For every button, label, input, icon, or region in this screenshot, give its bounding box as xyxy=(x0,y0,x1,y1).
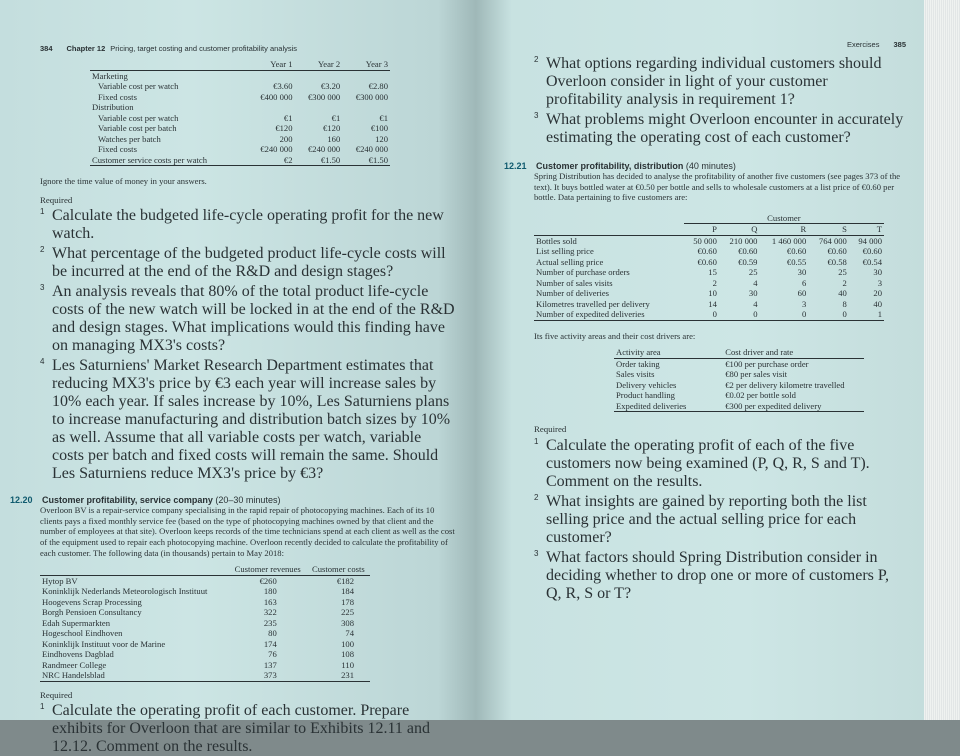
question-text: Les Saturniens' Market Research Department estimates that reducing MX3's price by €3 each year will increase sales by 10% each year. If sales increase by 10%, Les Saturniens plans to increase manufacturing and distribution batch sizes by 10% as well. Assume that all variable costs per watch, variable costs per batch and fixed costs will remain the same. Should Les Saturniens reduce MX3's price by €3? xyxy=(52,357,451,483)
page-edges xyxy=(924,0,960,720)
col-year-1: Year 1 xyxy=(247,59,295,70)
question-text: Calculate the operating profit of each of the five customers now being examined (P, Q, R, S and T). Comment on the results. xyxy=(546,436,870,490)
customer-cost: 110 xyxy=(341,659,354,670)
customer-name: Borgh Pensioen Consultancy xyxy=(42,607,142,618)
question-text: What problems might Overloon encounter in accurately estimating the operating cost of each customer? xyxy=(546,111,904,146)
distribution-cell: 20 xyxy=(873,288,882,299)
required-heading-1: Required xyxy=(40,194,73,205)
distribution-cell: 8 xyxy=(842,298,847,309)
distribution-cell: €0.60 xyxy=(738,246,758,257)
customer-row xyxy=(40,649,370,660)
cost-table-row xyxy=(90,102,390,113)
customer-cost: 225 xyxy=(341,607,354,618)
col-customer-costs: Customer costs xyxy=(307,564,370,575)
cost-cell xyxy=(247,70,295,81)
activity-row xyxy=(614,401,864,412)
distribution-label: Bottles sold xyxy=(536,235,577,246)
distribution-cell: €0.58 xyxy=(827,256,847,267)
cost-cell xyxy=(295,70,343,81)
cost-cell: €3.20 xyxy=(320,81,341,91)
distribution-cell: €0.54 xyxy=(862,256,882,267)
question-text: What percentage of the budgeted product life-cycle costs will be incurred at the end of the R&D and design stages? xyxy=(52,245,446,281)
cost-cell xyxy=(247,102,295,113)
distribution-cell: 210 000 xyxy=(729,235,758,246)
cost-cell: €1.50 xyxy=(295,155,343,166)
customer-cost: 178 xyxy=(341,596,354,607)
distribution-row xyxy=(534,267,884,278)
customer-cost: 108 xyxy=(341,649,354,660)
cost-cell xyxy=(295,102,343,113)
cost-table-row xyxy=(90,81,390,92)
right-top-questions xyxy=(534,55,906,147)
customer-row xyxy=(40,597,370,608)
question-item xyxy=(534,493,906,547)
required-heading-3: Required xyxy=(534,424,567,435)
distribution-row xyxy=(534,257,884,268)
question-item xyxy=(40,283,456,355)
cost-table-row xyxy=(90,144,390,155)
distribution-cell: €0.55 xyxy=(786,256,807,267)
customer-cost: 184 xyxy=(341,586,354,597)
distribution-label: Number of sales visits xyxy=(536,277,613,288)
activity-intro: Its five activity areas and their cost drivers are: xyxy=(534,330,696,341)
distribution-cell: 0 xyxy=(808,309,849,320)
customer-letter: S xyxy=(808,224,849,236)
activity-row xyxy=(614,390,864,401)
question-number: 1 xyxy=(40,702,45,712)
chapter-title: Pricing, target costing and customer profitability analysis xyxy=(110,44,298,53)
question-item xyxy=(40,357,456,483)
distribution-cell: 25 xyxy=(748,267,758,278)
question-number: 2 xyxy=(534,55,539,64)
distribution-cell: 30 xyxy=(748,288,758,299)
distribution-label: Number of purchase orders xyxy=(536,267,630,278)
question-text: Calculate the operating profit of each customer. Prepare exhibits for Overloon that are similar to Exhibits 12.11 and 12.12. Comment on the results. xyxy=(52,702,430,756)
customer-name: Hogeschool Eindhoven xyxy=(42,628,123,639)
distribution-cell: 1 xyxy=(849,309,884,320)
customer-letter: R xyxy=(759,224,808,236)
col-year-2: Year 2 xyxy=(295,59,343,70)
distribution-cell: 94 000 xyxy=(858,235,882,246)
distribution-cell: €0.60 xyxy=(827,246,847,257)
exercise-duration: (20–30 minutes) xyxy=(215,495,281,506)
question-item xyxy=(534,55,906,109)
col-activity-area: Activity area xyxy=(614,347,723,358)
activity-row xyxy=(614,358,864,369)
cost-table-header xyxy=(90,59,390,70)
cost-cell: €240 000 xyxy=(355,144,388,154)
activity-area: Product handling xyxy=(616,390,675,401)
cost-row-label: Variable cost per batch xyxy=(98,123,177,133)
cost-row-label: Fixed costs xyxy=(98,91,137,102)
question-number: 1 xyxy=(534,436,539,446)
customer-cost: €182 xyxy=(336,575,354,586)
distribution-row xyxy=(534,246,884,257)
exercise-12-21-heading xyxy=(504,161,906,171)
question-text: An analysis reveals that 80% of the total product life-cycle costs of the new watch will be locked in at the end of the R&D and design stages. What implications would this finding have on managing MX3's costs? xyxy=(52,283,455,355)
distribution-cell: 3 xyxy=(877,277,882,288)
customer-cost: 231 xyxy=(307,670,370,681)
exercise-12-20-body: Overloon BV is a repair-service company specialising in the rapid repair of photocopying machines. Each of its 10 clients pays a fixed monthly service fee (based on the type of photocopying machines owned by that client and the number of employees at that site). Overloon keeps records of the time technicians spend at each client as well as the cost of the equipment used to repair each photocopying machine. Overloon recently decided to calculate the profitability of each customer. The following data (in thousands) pertain to May 2018: xyxy=(40,505,455,558)
customer-heading: Customer xyxy=(684,213,884,224)
cost-cell: €300 000 xyxy=(355,91,388,102)
distribution-cell: 6 xyxy=(801,277,807,288)
cost-driver-rate: €100 per purchase order xyxy=(725,358,809,369)
question-number: 3 xyxy=(534,548,539,558)
question-item xyxy=(40,207,456,243)
exercise-12-20-questions xyxy=(40,702,456,756)
distribution-label: List selling price xyxy=(536,246,594,257)
question-text: Calculate the budgeted life-cycle operating profit for the new watch. xyxy=(52,207,444,243)
cost-cell: €1 xyxy=(331,112,341,123)
distribution-cell: 50 000 xyxy=(693,235,717,246)
cost-cell: 160 xyxy=(327,133,341,144)
question-number: 2 xyxy=(40,245,45,255)
distribution-cell: 40 xyxy=(838,288,847,299)
cost-driver-rate: €0.02 per bottle sold xyxy=(725,390,796,401)
customer-cost: 100 xyxy=(341,638,354,649)
cost-driver-rate: €300 per expedited delivery xyxy=(723,401,864,412)
cost-row-label: Variable cost per watch xyxy=(98,81,179,91)
customer-row xyxy=(40,575,370,586)
customer-name: Koninklijk Instituut voor de Marine xyxy=(42,638,166,649)
question-number: 3 xyxy=(534,111,539,120)
left-running-header xyxy=(40,44,456,53)
distribution-row xyxy=(534,278,884,289)
cost-cell: €120 xyxy=(275,123,293,133)
cost-cell: €120 xyxy=(323,123,341,133)
distribution-cell: 4 xyxy=(753,277,758,288)
customer-revenue: 163 xyxy=(263,596,277,607)
distribution-label: Number of deliveries xyxy=(536,288,610,299)
left-page-number: 384 xyxy=(40,44,53,53)
question-item xyxy=(534,549,906,603)
distribution-label: Kilometres travelled per delivery xyxy=(536,298,650,309)
cost-driver-rate: €2 per delivery kilometre travelled xyxy=(725,379,845,390)
required-heading-2: Required xyxy=(40,689,73,700)
customer-cost: 74 xyxy=(345,628,354,639)
cost-cell xyxy=(342,102,390,113)
exercise-title: Customer profitability, distribution xyxy=(536,161,684,171)
distribution-label: Actual selling price xyxy=(536,256,604,267)
distribution-cell: 60 xyxy=(797,288,807,299)
distribution-cell: 4 xyxy=(753,298,758,309)
question-number: 3 xyxy=(40,283,45,293)
cost-cell xyxy=(342,70,390,81)
distribution-cell: 2 xyxy=(842,277,847,288)
cost-driver-rate: €80 per sales visit xyxy=(725,369,788,380)
distribution-cell: 1 460 000 xyxy=(771,235,807,246)
distribution-cell: €0.59 xyxy=(738,256,758,267)
question-item xyxy=(40,702,456,756)
distribution-cell: €0.60 xyxy=(862,246,882,257)
customer-revenue: 322 xyxy=(263,607,277,618)
distribution-label: Number of expedited deliveries xyxy=(534,309,684,320)
distribution-cell: €0.60 xyxy=(697,246,717,257)
activity-area: Sales visits xyxy=(616,369,655,380)
customer-name: Eindhovens Dagblad xyxy=(42,649,114,660)
customer-revenue: 137 xyxy=(263,659,277,670)
exercise-number: 12.20 xyxy=(10,495,33,506)
distribution-cell: 14 xyxy=(708,298,717,309)
distribution-cell: 2 xyxy=(712,277,717,288)
cost-cell: €2 xyxy=(247,155,295,166)
customer-revenue: €260 xyxy=(259,575,277,586)
cost-table-row xyxy=(90,155,390,166)
distribution-cell: 10 xyxy=(708,288,717,299)
cost-row-label: Fixed costs xyxy=(98,144,137,154)
activity-table xyxy=(614,347,864,412)
customer-revenue: 180 xyxy=(263,586,277,597)
customer-row xyxy=(40,639,370,650)
col-cost-driver: Cost driver and rate xyxy=(723,347,864,358)
question-number: 1 xyxy=(40,207,45,217)
cost-cell: €1 xyxy=(379,112,388,123)
exercise-12-20-heading xyxy=(10,495,456,506)
cost-cell: €400 000 xyxy=(260,91,293,102)
distribution-cell: 0 xyxy=(759,309,808,320)
question-text: What factors should Spring Distribution consider in deciding whether to drop one or more of customers P, Q, R, S or T? xyxy=(546,548,890,602)
question-item xyxy=(534,111,906,147)
customer-name: Edah Supermarkten xyxy=(42,617,111,628)
question-item xyxy=(534,437,906,491)
exercise-12-21-body: Spring Distribution has decided to analyse the profitability of another five customers (see pages 373 of the text). It buys bottled water at €0.50 per bottle and sells to wholesale customers at a list price of €0.60 per bottle. Data pertaining to five customers are: xyxy=(534,171,901,203)
cost-cell: €240 000 xyxy=(308,144,341,154)
distribution-cell: 30 xyxy=(873,267,882,278)
chapter-label: Chapter 12 xyxy=(66,44,106,53)
activity-area: Order taking xyxy=(616,358,660,369)
exercise-number: 12.21 xyxy=(504,161,527,171)
distribution-cell: 0 xyxy=(684,309,719,320)
customer-revenue: 80 xyxy=(268,628,277,639)
col-customer-revenues: Customer revenues xyxy=(229,564,307,575)
customer-data-table xyxy=(534,213,884,321)
cost-table-row xyxy=(90,123,390,134)
question-item xyxy=(40,245,456,281)
customer-name: Hoogevens Scrap Processing xyxy=(42,596,142,607)
customer-cost: 308 xyxy=(341,617,354,628)
right-running-header xyxy=(534,40,906,49)
distribution-cell: 25 xyxy=(838,267,847,278)
col-year-3: Year 3 xyxy=(342,59,390,70)
exercise-duration: (40 minutes) xyxy=(685,161,736,171)
distribution-row xyxy=(534,309,884,320)
cost-row-label: Customer service costs per watch xyxy=(90,155,247,166)
distribution-cell: €0.60 xyxy=(697,256,717,267)
customer-revenue: 235 xyxy=(263,617,277,628)
cost-cell: €1 xyxy=(283,112,293,123)
cost-table-row xyxy=(90,70,390,81)
customer-letter: T xyxy=(849,224,884,236)
cost-row-label: Watches per batch xyxy=(98,133,161,144)
distribution-cell: €0.60 xyxy=(786,246,807,257)
distribution-cell: 40 xyxy=(873,298,882,309)
distribution-cell: 0 xyxy=(719,309,760,320)
cost-cell: €240 000 xyxy=(260,144,293,154)
cost-row-label: Distribution xyxy=(92,102,134,112)
distribution-cell: 3 xyxy=(801,298,807,309)
customer-row xyxy=(40,586,370,597)
cost-row-label: Marketing xyxy=(92,70,128,81)
right-page xyxy=(476,0,924,720)
distribution-row xyxy=(534,288,884,299)
cost-table-row xyxy=(90,134,390,145)
exercise-12-21-questions xyxy=(534,437,906,603)
cost-cell: €3.60 xyxy=(273,81,293,91)
customer-row xyxy=(40,628,370,639)
ignore-time-value-note: Ignore the time value of money in your answers. xyxy=(40,176,207,186)
question-number: 4 xyxy=(40,357,45,367)
exercise-title: Customer profitability, service company xyxy=(42,495,213,506)
cost-cell: €1.50 xyxy=(342,155,390,166)
cost-cell: €100 xyxy=(370,123,388,133)
activity-row xyxy=(614,369,864,380)
activity-area: Delivery vehicles xyxy=(616,379,677,390)
left-page xyxy=(0,0,476,756)
distribution-cell: 30 xyxy=(797,267,807,278)
cost-cell: 120 xyxy=(375,133,388,144)
activity-row xyxy=(614,380,864,391)
right-page-number: 385 xyxy=(893,40,906,49)
cost-cell: 200 xyxy=(279,133,293,144)
customer-revenue: 174 xyxy=(263,638,277,649)
distribution-row xyxy=(534,299,884,310)
customer-row xyxy=(40,660,370,671)
customer-name: NRC Handelsblad xyxy=(40,670,229,681)
customer-row xyxy=(40,607,370,618)
life-cycle-cost-table xyxy=(90,59,390,166)
activity-area: Expedited deliveries xyxy=(614,401,723,412)
question-number: 2 xyxy=(534,492,539,502)
customer-letter: P xyxy=(684,224,719,236)
customer-row xyxy=(40,618,370,629)
cost-cell: €300 000 xyxy=(308,91,341,102)
distribution-cell: 15 xyxy=(708,267,717,278)
cost-table-row xyxy=(90,113,390,124)
customer-name: Hytop BV xyxy=(42,575,78,586)
question-text: What insights are gained by reporting both the list selling price and the actual selling price for each customer? xyxy=(546,492,867,546)
exercises-label: Exercises xyxy=(846,40,880,49)
cost-row-label: Variable cost per watch xyxy=(98,112,179,123)
customer-name: Koninklijk Nederlands Meteorologisch Instituut xyxy=(42,586,208,597)
customer-revenue: 76 xyxy=(268,649,277,660)
cost-cell: €2.80 xyxy=(368,81,388,91)
distribution-row xyxy=(534,235,884,246)
distribution-cell: 764 000 xyxy=(818,235,847,246)
customer-name: Randmeer College xyxy=(42,659,107,670)
customer-row xyxy=(40,670,370,681)
cost-table-row xyxy=(90,92,390,103)
question-text: What options regarding individual customers should Overloon consider in light of your customer profitability analysis in requirement 1? xyxy=(546,55,882,108)
customer-letter: Q xyxy=(719,224,760,236)
customer-revenue: 373 xyxy=(229,670,307,681)
left-questions xyxy=(40,207,456,483)
customer-profitability-table xyxy=(40,564,370,682)
